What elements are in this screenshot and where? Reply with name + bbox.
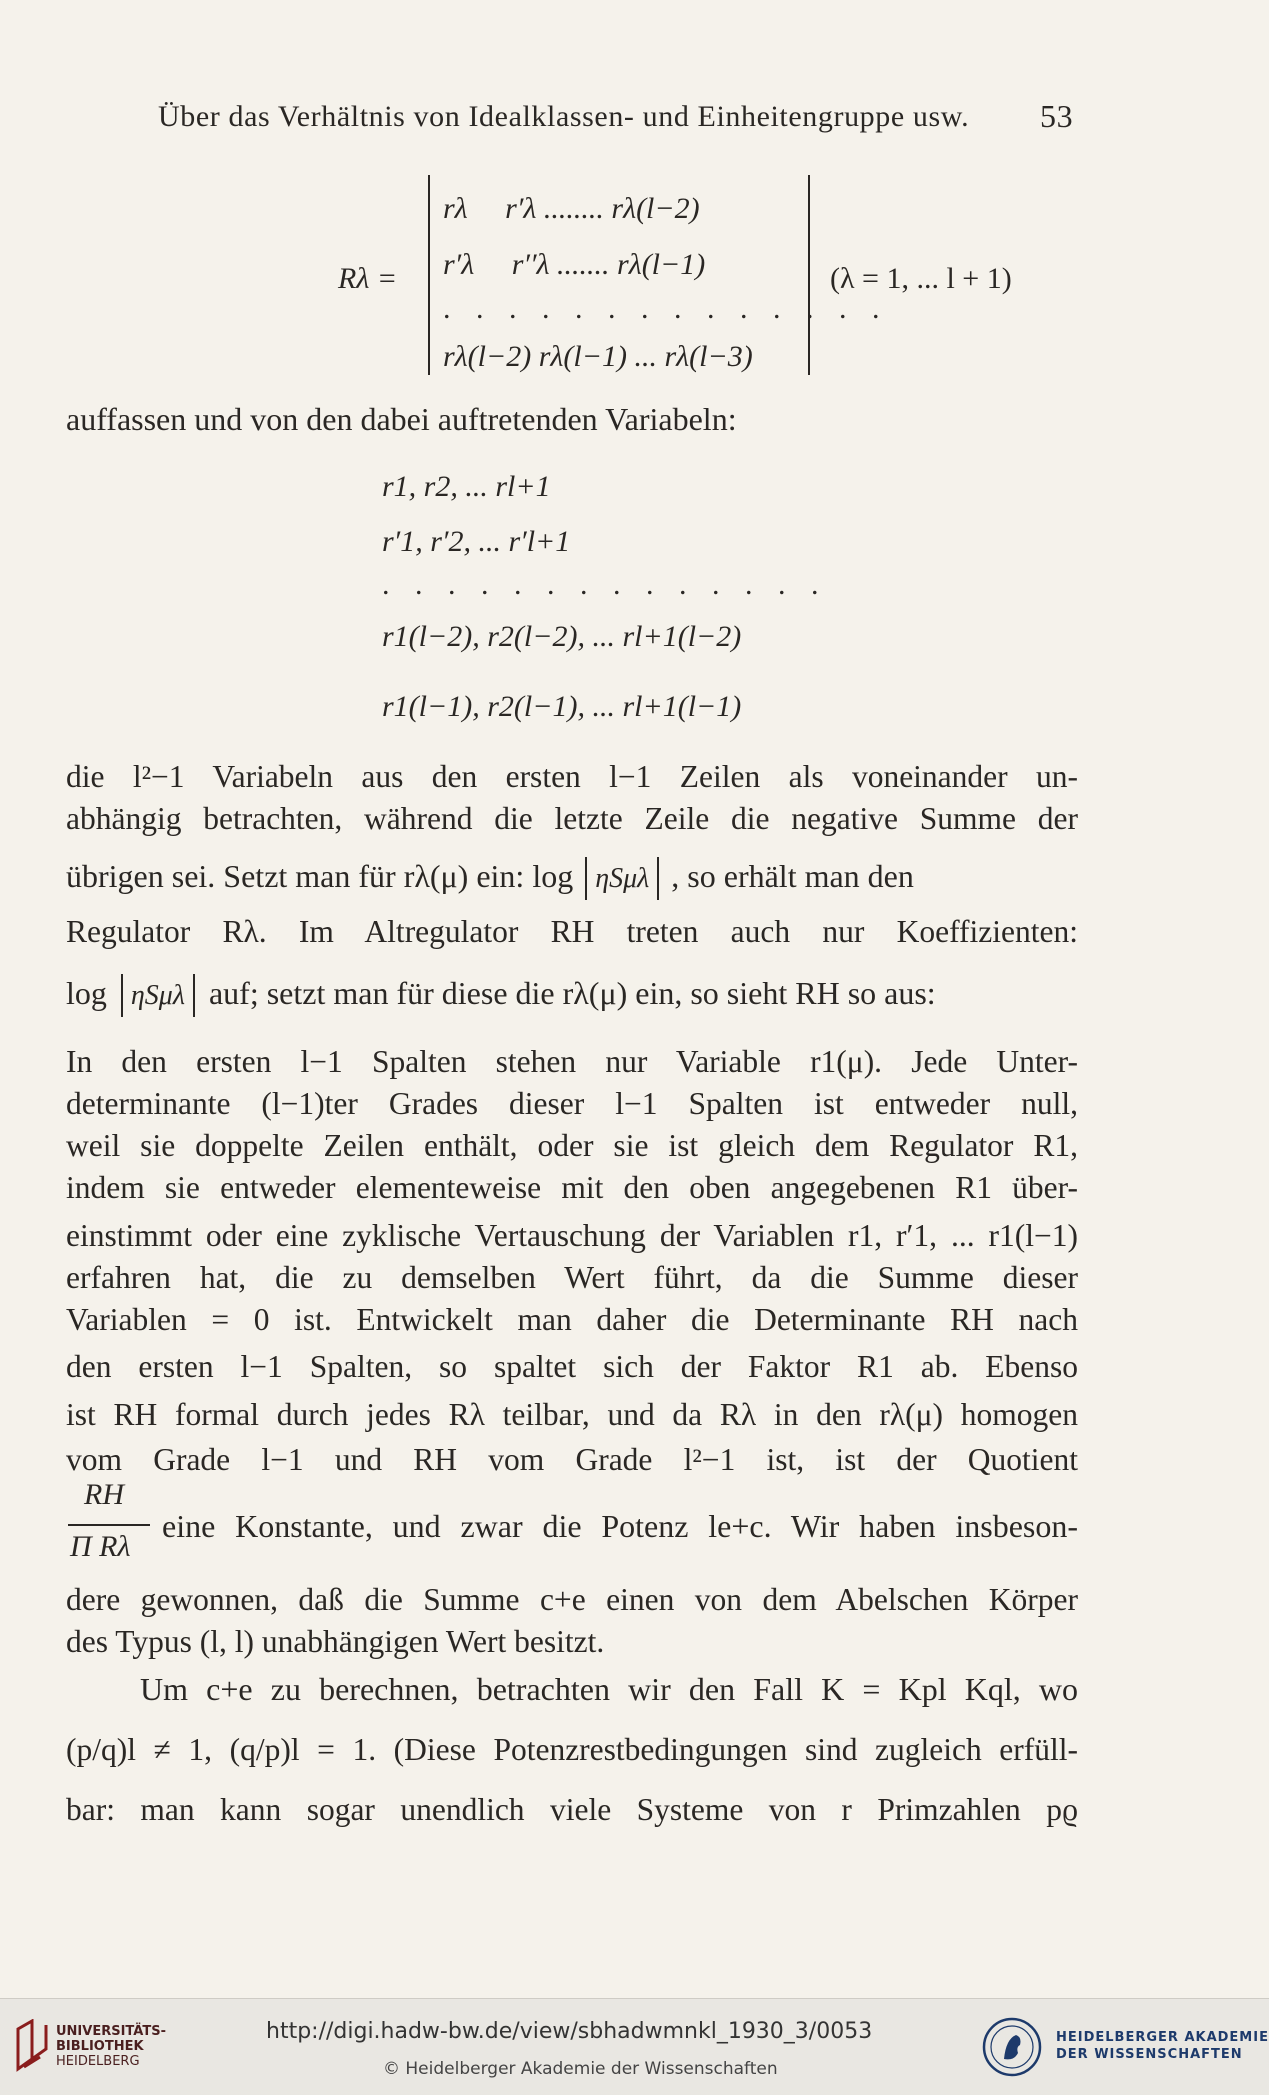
p3-line-1: Um c+e zu berechnen, betrachten wir den Fall K = Kpl Kql, wo	[140, 1671, 1078, 1707]
academy-name: HEIDELBERGER AKADEMIE DER WISSENSCHAFTEN	[1056, 2030, 1269, 2062]
permalink-url[interactable]: http://digi.hadw-bw.de/view/sbhadwmnkl_1930_3/0053	[266, 2019, 873, 2044]
variables-row-1: r1, r2, ... rl+1	[382, 470, 551, 503]
p2-line-2: determinante (l−1)ter Grades dieser l−1 Spalten ist entweder null,	[66, 1086, 1078, 1121]
matrix-lhs: Rλ =	[338, 262, 398, 295]
p2-line-8: den ersten l−1 Spalten, so spaltet sich der Faktor R1 ab. Ebenso	[66, 1349, 1078, 1384]
p3-line-3: bar: man kann sogar unendlich viele Systeme von r Primzahlen pϱ	[66, 1792, 1078, 1827]
left-determinant-bar	[428, 175, 430, 375]
fraction-bar	[68, 1524, 150, 1526]
university-library-name: UNIVERSITÄTS- BIBLIOTHEK HEIDELBERG	[56, 2024, 166, 2069]
p1-line-5: log ηSμλ auf; setzt man für diese die rλ(μ) ein, so sieht RH so aus:	[66, 972, 936, 1017]
matrix-row-2: r′λ r′′λ ....... rλ(l−1)	[443, 248, 706, 281]
running-title: Über das Verhältnis von Idealklassen- und Einheitengruppe usw.	[158, 100, 970, 133]
variables-row-2: r′1, r′2, ... r′l+1	[382, 525, 571, 558]
abs-value-eta-1: ηSμλ	[585, 857, 659, 900]
variables-row-5: r1(l−1), r2(l−1), ... rl+1(l−1)	[382, 690, 742, 723]
p2-line-5: einstimmt oder eine zyklische Vertauschung der Variablen r1, r′1, ... r1(l−1)	[66, 1218, 1078, 1253]
p1-line-3: übrigen sei. Setzt man für rλ(μ) ein: log ηSμλ , so erhält man den	[66, 855, 914, 900]
copyright-notice: © Heidelberger Akademie der Wissenschaften	[383, 2059, 778, 2079]
library-logo-icon	[14, 2019, 50, 2075]
p2-line-10: vom Grade l−1 und RH vom Grade l²−1 ist, ist der Quotient	[66, 1442, 1078, 1477]
p2-line-1: In den ersten l−1 Spalten stehen nur Variable r1(μ). Jede Unter-	[66, 1044, 1078, 1079]
variables-row-dots: . . . . . . . . . . . . . .	[382, 568, 828, 601]
fraction-denominator: Π Rλ	[70, 1530, 131, 1563]
p2-line-4: indem sie entweder elementeweise mit den oben angegebenen R1 über-	[66, 1170, 1078, 1205]
lambda-range: (λ = 1, ... l + 1)	[830, 262, 1012, 295]
footer-bar	[0, 1998, 1269, 2095]
p2-line-6: erfahren hat, die zu demselben Wert führt, da die Summe dieser	[66, 1260, 1078, 1295]
academy-seal	[982, 2017, 1042, 2082]
p1-line-4: Regulator Rλ. Im Altregulator RH treten auch nur Koeffizienten:	[66, 914, 1078, 949]
intro-line: auffassen und von den dabei auftretenden Variabeln:	[66, 401, 737, 437]
p3-line-2: (p/q)l ≠ 1, (q/p)l = 1. (Diese Potenzrestbedingungen sind zugleich erfüll-	[66, 1732, 1078, 1767]
p2-line-12: dere gewonnen, daß die Summe c+e einen von dem Abelschen Körper	[66, 1582, 1078, 1617]
p1-line-1: die l²−1 Variabeln aus den ersten l−1 Zeilen als voneinander un-	[66, 759, 1078, 794]
p2-line-13: des Typus (l, l) unabhängigen Wert besitzt.	[66, 1624, 605, 1659]
page-number: 53	[1040, 98, 1074, 134]
right-determinant-bar	[808, 175, 810, 375]
p2-line-7: Variablen = 0 ist. Entwickelt man daher die Determinante RH nach	[66, 1302, 1078, 1337]
fraction-numerator: RH	[84, 1478, 124, 1511]
university-library-logo	[14, 2019, 50, 2080]
matrix-row-dots: . . . . . . . . . . . . . .	[443, 292, 889, 325]
p2-line-3: weil sie doppelte Zeilen enthält, oder sie ist gleich dem Regulator R1,	[66, 1128, 1078, 1163]
p2-line-11: eine Konstante, und zwar die Potenz le+c. Wir haben insbeson-	[162, 1508, 1078, 1544]
academy-seal-icon	[982, 2017, 1042, 2077]
matrix-row-1: rλ r′λ ........ rλ(l−2)	[443, 192, 700, 225]
p1-line-2: abhängig betrachten, während die letzte Zeile die negative Summe der	[66, 801, 1078, 836]
matrix-row-last: rλ(l−2) rλ(l−1) ... rλ(l−3)	[443, 340, 753, 373]
p2-line-9: ist RH formal durch jedes Rλ teilbar, und da Rλ in den rλ(μ) homogen	[66, 1397, 1078, 1432]
variables-row-4: r1(l−2), r2(l−2), ... rl+1(l−2)	[382, 620, 742, 653]
abs-value-eta-2: ηSμλ	[121, 974, 195, 1017]
